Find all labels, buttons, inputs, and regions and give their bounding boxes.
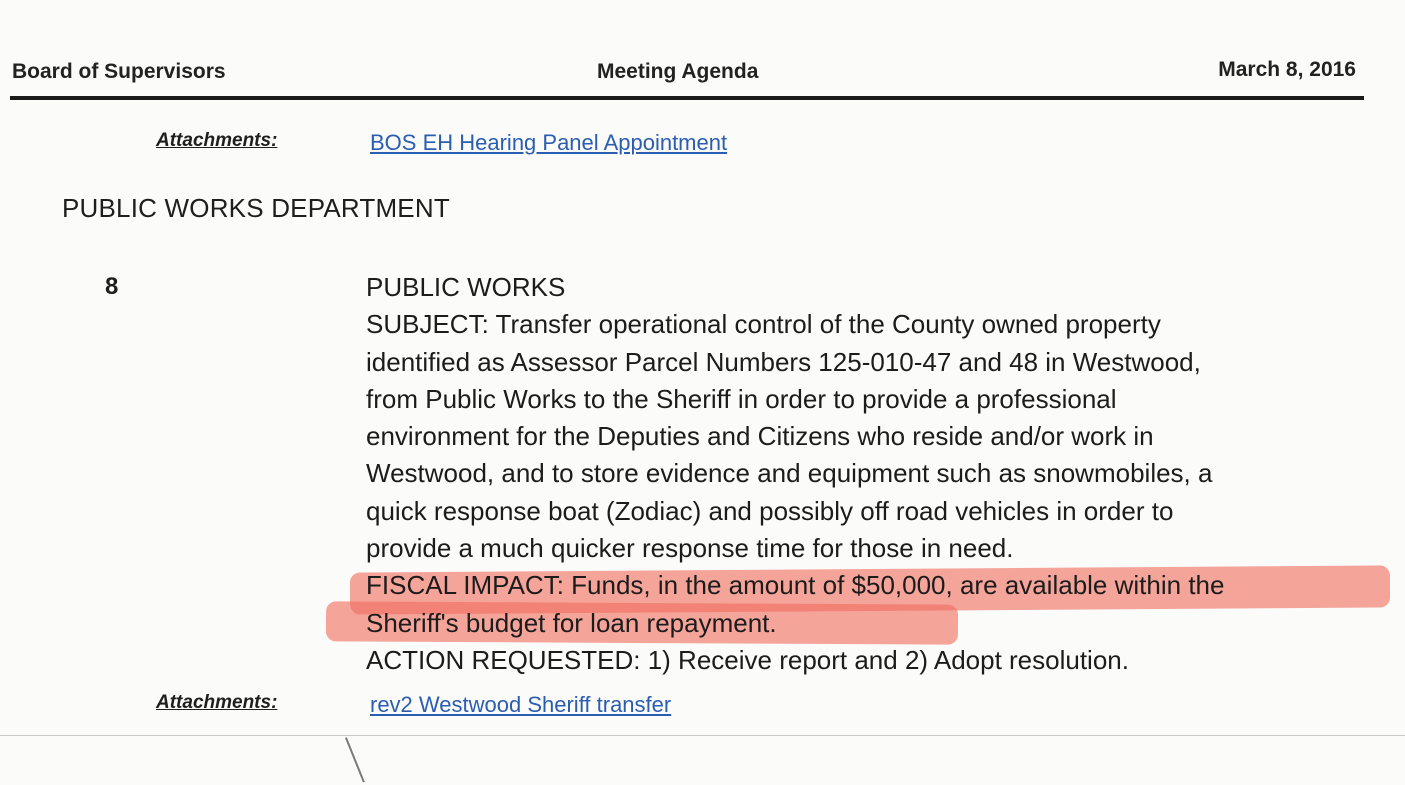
item-subject-line: quick response boat (Zodiac) and possibly off road vehicles in order to	[366, 495, 1174, 526]
item-subject-line: environment for the Deputies and Citizens who reside and/or work in	[366, 421, 1154, 452]
item-fiscal-line: FISCAL IMPACT: Funds, in the amount of $50,000, are available within the	[366, 570, 1225, 601]
attachments-label-top: Attachments:	[156, 130, 278, 151]
attachment-link-bottom[interactable]: rev2 Westwood Sheriff transfer	[370, 692, 672, 717]
item-body	[366, 269, 1356, 679]
item-fiscal-line: Sheriff's budget for loan repayment.	[366, 607, 777, 638]
item-heading: PUBLIC WORKS	[366, 272, 566, 302]
header-title: Meeting Agenda	[597, 60, 759, 83]
page-header	[12, 60, 1364, 88]
department-heading: PUBLIC WORKS DEPARTMENT	[62, 193, 450, 223]
item-subject-line: identified as Assessor Parcel Numbers 125-010-47 and 48 in Westwood,	[366, 346, 1201, 377]
item-subject-line: from Public Works to the Sheriff in order to provide a professional	[366, 383, 1117, 414]
item-number: 8	[105, 273, 119, 300]
item-action-line: ACTION REQUESTED: 1) Receive report and 2) Adopt resolution.	[366, 644, 1129, 675]
item-subject-line: SUBJECT: Transfer operational control of the County owned property	[366, 309, 1161, 340]
attachment-link-top[interactable]: BOS EH Hearing Panel Appointment	[370, 130, 728, 155]
attachments-label-bottom: Attachments:	[156, 692, 278, 713]
page-bottom-edge	[0, 735, 1405, 736]
item-subject-line: Westwood, and to store evidence and equipment such as snowmobiles, a	[366, 458, 1213, 489]
item-subject-line: provide a much quicker response time for those in need.	[366, 533, 1014, 564]
header-date: March 8, 2016	[1218, 58, 1356, 81]
header-rule	[10, 96, 1364, 100]
header-org: Board of Supervisors	[12, 60, 226, 83]
scan-mark	[345, 737, 365, 782]
